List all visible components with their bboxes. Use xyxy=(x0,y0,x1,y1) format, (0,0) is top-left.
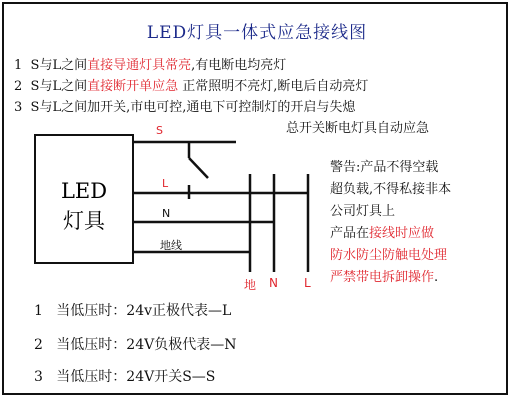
bottom-note-1-number: 1 xyxy=(34,303,43,319)
warning-red-line-1: 防水防尘防触电处理 xyxy=(330,248,448,263)
note-3-number: 3 xyxy=(14,100,23,115)
bottom-note-2-number: 2 xyxy=(34,337,43,353)
warning-end-dot: . xyxy=(434,270,439,285)
ground-terminal-label: 地 xyxy=(244,278,257,292)
bottom-note-2-text: 当低压时：24V负极代表—N xyxy=(56,337,237,353)
n-terminal-label: N xyxy=(269,276,278,290)
note-1-post: ,有电断电均亮灯 xyxy=(191,58,287,73)
bottom-note-3 xyxy=(34,366,215,386)
diagram-title: LED灯具一体式应急接线图 xyxy=(146,23,368,43)
note-2-post: 正常照明不亮灯,断电后自动亮灯 xyxy=(178,79,369,94)
warning-line-3: 公司灯具上 xyxy=(330,204,396,219)
warning-line-4-red: 接线时应做 xyxy=(369,226,435,241)
note-2-number: 2 xyxy=(14,79,23,94)
bottom-note-3-text: 当低压时：24V开关S—S xyxy=(56,369,216,385)
warning-red-line-2-text: 严禁带电拆卸操作 xyxy=(330,270,435,285)
warning-line-1: 警告:产品不得空载 xyxy=(330,160,439,175)
led-fixture-box xyxy=(34,134,134,264)
ground-wire-label: 地线 xyxy=(160,239,182,252)
n-wire-label: N xyxy=(162,207,171,220)
note-1-pre: S与L之间 xyxy=(30,58,88,73)
warning-red-line-2 xyxy=(330,266,438,285)
note-1-red: 直接导通灯具常亮 xyxy=(87,58,192,73)
diagram-frame xyxy=(2,2,508,395)
bottom-note-3-number: 3 xyxy=(34,369,43,385)
warning-line-4-pre: 产品在 xyxy=(330,226,370,241)
led-label-line1: LED xyxy=(60,179,108,203)
bottom-note-2 xyxy=(34,334,236,354)
bottom-note-1 xyxy=(34,300,231,320)
note-1-number: 1 xyxy=(14,58,23,73)
led-label-line2: 灯具 xyxy=(63,209,105,233)
note-3-pre: S与L之间加开关,市电可控,通电下可控制灯的开启与失熄 xyxy=(30,100,356,115)
bottom-note-1-text: 当低压时：24v正极代表—L xyxy=(56,303,232,319)
l-terminal-label: L xyxy=(304,276,311,290)
l-wire-label: L xyxy=(162,177,169,190)
s-wire-label: S xyxy=(156,124,163,137)
note-2-red: 直接断开单应急 xyxy=(87,79,179,94)
warning-line-2: 超负载,不得私接非本 xyxy=(330,182,452,197)
led-fixture-label xyxy=(36,176,132,236)
note-2-pre: S与L之间 xyxy=(30,79,88,94)
note-3-continued: 总开关断电灯具自动应急 xyxy=(286,121,430,136)
warning-line-4 xyxy=(330,222,434,241)
switch-lever xyxy=(189,158,208,178)
